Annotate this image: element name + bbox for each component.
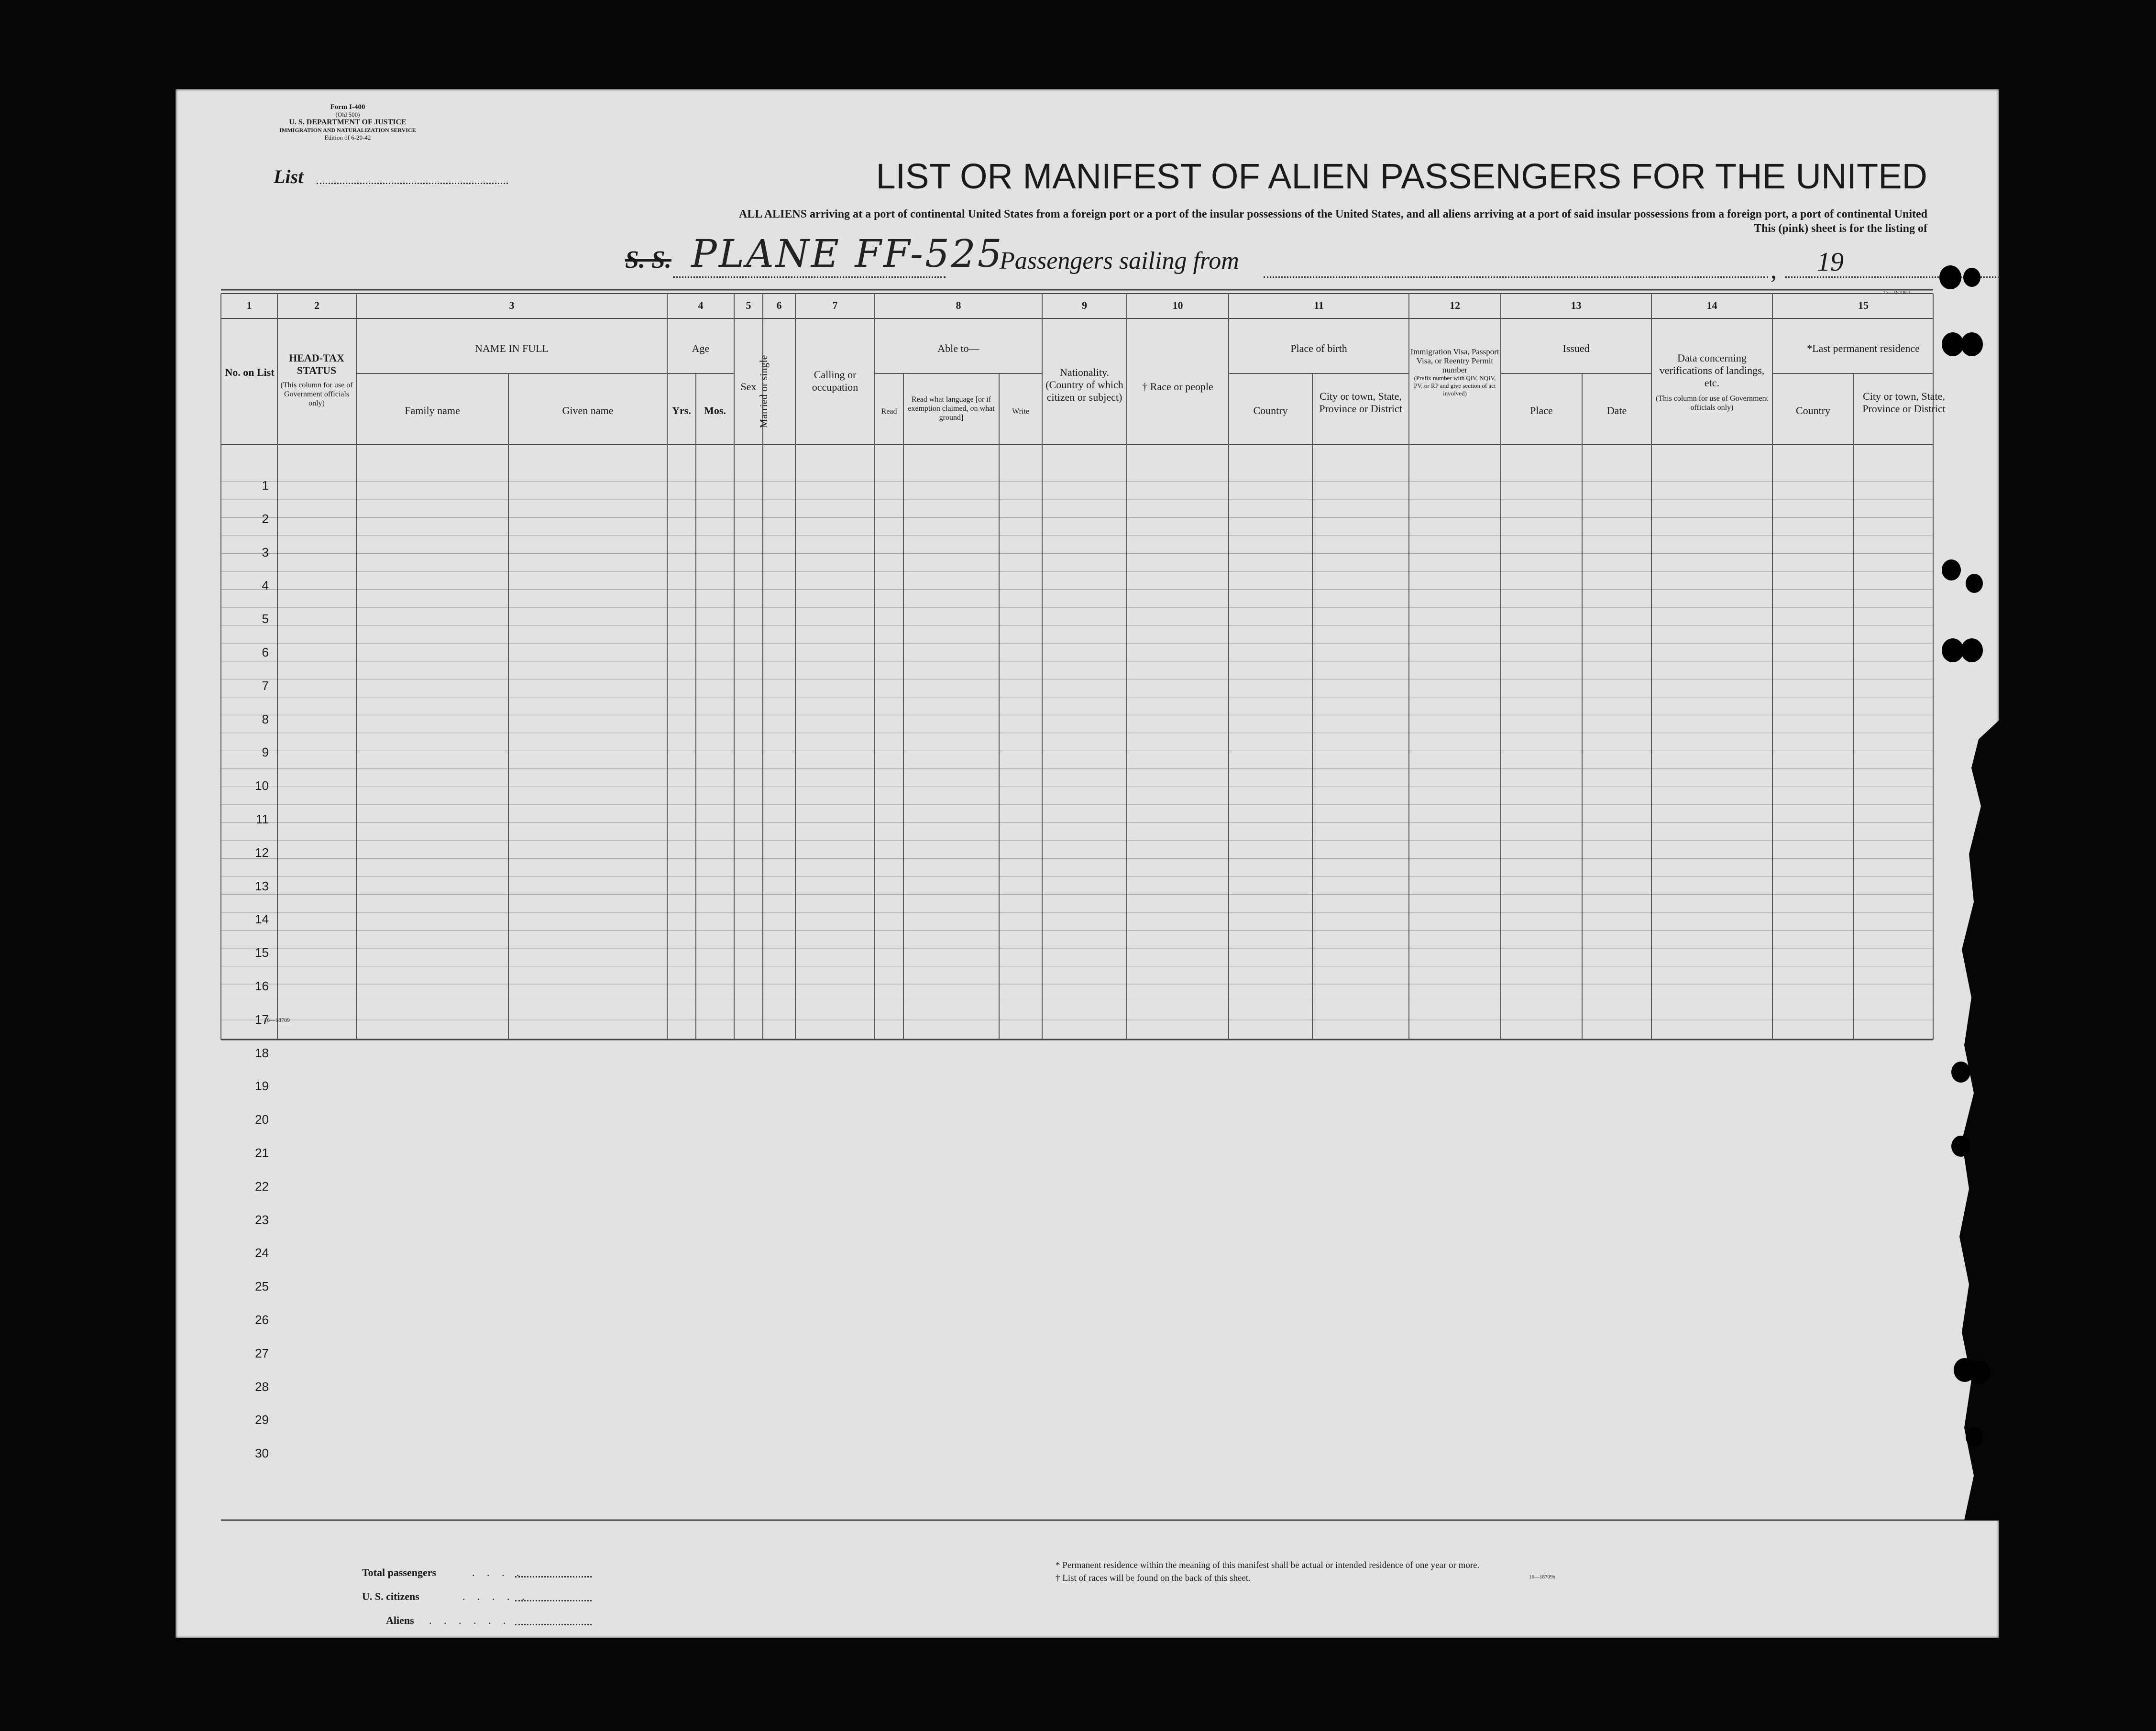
row-number: 19 <box>255 1079 269 1094</box>
punch-hole <box>1963 268 1980 287</box>
column-number-8: 8 <box>956 299 961 311</box>
column-number-2: 2 <box>314 299 319 311</box>
header-write: Write <box>1012 407 1029 416</box>
row-number: 3 <box>262 545 269 559</box>
header-issued: Issued <box>1562 342 1590 354</box>
row-number: 29 <box>255 1413 269 1427</box>
column-number-11: 11 <box>1314 299 1324 311</box>
header-family-name: Family name <box>405 405 460 416</box>
row-number: 10 <box>255 778 269 793</box>
department-name: U. S. DEPARTMENT OF JUSTICE <box>289 118 407 126</box>
aliens-label: Aliens <box>386 1614 414 1626</box>
punch-hole <box>1968 1360 1990 1384</box>
column-number-3: 3 <box>509 299 515 311</box>
footnote-form-code: 16—18709b <box>1529 1574 1555 1580</box>
row-number: 1 <box>262 478 269 493</box>
row-number: 18 <box>255 1045 269 1060</box>
header-place-of-birth: Place of birth <box>1290 342 1347 354</box>
row-number: 8 <box>262 712 269 726</box>
list-label: List <box>274 166 304 187</box>
row-number: 22 <box>255 1179 269 1194</box>
punch-hole <box>1966 574 1983 593</box>
header-no-on-list: No. on List <box>225 366 275 378</box>
row-number: 28 <box>255 1379 269 1394</box>
column-number-7: 7 <box>832 299 838 311</box>
row-number: 14 <box>255 912 269 927</box>
edition-date: Edition of 6-20-42 <box>324 134 371 141</box>
row-number: 24 <box>255 1246 269 1260</box>
old-form-number: (Old 500) <box>335 111 360 118</box>
row-number: 5 <box>262 612 269 626</box>
comma-separator: , <box>1771 257 1777 284</box>
row-number: 21 <box>255 1146 269 1160</box>
header-able-to: Able to— <box>937 342 979 354</box>
punch-hole <box>1951 1136 1970 1157</box>
header-read-language: Read what language [or if exemption claimed, on what ground] <box>908 395 995 422</box>
header-calling: Calling or occupation <box>812 369 858 393</box>
row-number: 20 <box>255 1112 269 1127</box>
punch-hole <box>1961 638 1983 662</box>
header-issued-place: Place <box>1530 405 1553 416</box>
row-number: 6 <box>262 645 269 659</box>
header-age: Age <box>692 342 710 354</box>
row-number: 27 <box>255 1346 269 1360</box>
service-name: IMMIGRATION AND NATURALIZATION SERVICE <box>279 127 416 133</box>
citizens-leader-dots: . . . . . <box>462 1590 529 1602</box>
row-number: 17 <box>255 1012 269 1027</box>
header-mos: Mos. <box>704 405 726 416</box>
sailing-from-label: Passengers sailing from <box>1000 247 1239 274</box>
header-visa-note: (Prefix number with QIV, NQIV, PV, or RP and give section of act involved) <box>1414 374 1496 397</box>
header-data-concerning: Data concerning verifications of landings, etc. <box>1659 352 1765 389</box>
row-number: 26 <box>255 1313 269 1327</box>
header-residence-city: City or town, State, Province or District <box>1862 390 1946 415</box>
total-passengers-label: Total passengers <box>362 1567 437 1578</box>
ss-label: S. S. <box>625 246 671 274</box>
column-number-9: 9 <box>1082 299 1087 311</box>
row-number: 23 <box>255 1212 269 1227</box>
header-nationality: Nationality. (Country of which citizen or subject) <box>1045 366 1123 403</box>
header-married-single: Married or single <box>758 355 770 428</box>
header-yrs: Yrs. <box>672 405 691 416</box>
column-number-14: 14 <box>1706 299 1717 311</box>
row-number: 11 <box>256 812 269 826</box>
row-number: 7 <box>262 678 269 693</box>
punch-hole <box>1939 265 1961 289</box>
torn-edge <box>176 89 1999 1638</box>
header-read: Read <box>881 407 897 416</box>
column-number-1: 1 <box>246 299 252 311</box>
punch-hole <box>1961 332 1983 356</box>
punch-hole <box>1951 1062 1970 1083</box>
header-issued-date: Date <box>1606 405 1627 416</box>
header-data-note: (This column for use of Government officials only) <box>1655 394 1769 412</box>
header-race: † Race or people <box>1142 381 1213 393</box>
handwritten-vessel-name[interactable]: PLANE FF-525 <box>691 231 1004 276</box>
column-number-10: 10 <box>1172 299 1183 311</box>
column-number-12: 12 <box>1450 299 1460 311</box>
column-number-13: 13 <box>1571 299 1582 311</box>
row-number: 15 <box>255 945 269 960</box>
header-birth-city: City or town, State, Province or District <box>1319 390 1402 415</box>
footnote-races: † List of races will be found on the back of this sheet. <box>1056 1573 1251 1583</box>
header-given-name: Given name <box>562 405 614 416</box>
column-number-4: 4 <box>698 299 704 311</box>
row-number: 9 <box>262 745 269 760</box>
us-citizens-label: U. S. citizens <box>362 1590 419 1602</box>
header-name-in-full: NAME IN FULL <box>475 342 549 354</box>
header-immigration-visa: Immigration Visa, Passport Visa, or Reentry Permit number <box>1410 347 1499 374</box>
subtitle-line-2: This (pink) sheet is for the listing of <box>1754 222 1927 235</box>
header-last-residence: *Last permanent residence <box>1807 342 1920 354</box>
manifest-sheet <box>176 89 1999 1638</box>
footnote-permanent-residence: * Permanent residence within the meaning of this manifest shall be actual or intended residence of one year or more. <box>1056 1560 1480 1570</box>
aliens-leader-dots: . . . . . . <box>429 1614 511 1626</box>
year-prefix: 19 <box>1817 247 1844 277</box>
column-number-6: 6 <box>776 299 782 311</box>
header-head-tax-note: (This column for use of Government officials only) <box>280 381 353 407</box>
row-number: 2 <box>262 511 269 526</box>
row-number: 25 <box>255 1279 269 1294</box>
header-head-tax: HEAD-TAX STATUS <box>289 352 344 376</box>
row-number: 16 <box>255 979 269 993</box>
header-sex: Sex <box>740 381 757 393</box>
header-birth-country: Country <box>1253 405 1288 416</box>
total-leader-dots: . . . . <box>472 1567 524 1578</box>
column-number-5: 5 <box>746 299 751 311</box>
punch-hole <box>1966 1427 1983 1446</box>
manifest-title: LIST OR MANIFEST OF ALIEN PASSENGERS FOR THE UNITED <box>876 156 1927 196</box>
row-number: 12 <box>255 845 269 860</box>
header-residence-country: Country <box>1795 405 1831 416</box>
punch-hole <box>1942 559 1961 581</box>
row-number: 4 <box>262 578 269 593</box>
subtitle-line-1: ALL ALIENS arriving at a port of continental United States from a foreign port or a port of the insular possessions of the United States, and all aliens arriving at a port of said insular possessions from a foreign port, a port of continental United <box>739 208 1927 220</box>
bottom-form-code: 16—18709 <box>264 1017 290 1023</box>
column-number-15: 15 <box>1858 299 1869 311</box>
row-number: 30 <box>255 1446 269 1461</box>
form-code-top: 16—18709-1 <box>1883 290 1911 296</box>
form-number: Form I-400 <box>330 103 365 111</box>
row-number: 13 <box>255 878 269 893</box>
